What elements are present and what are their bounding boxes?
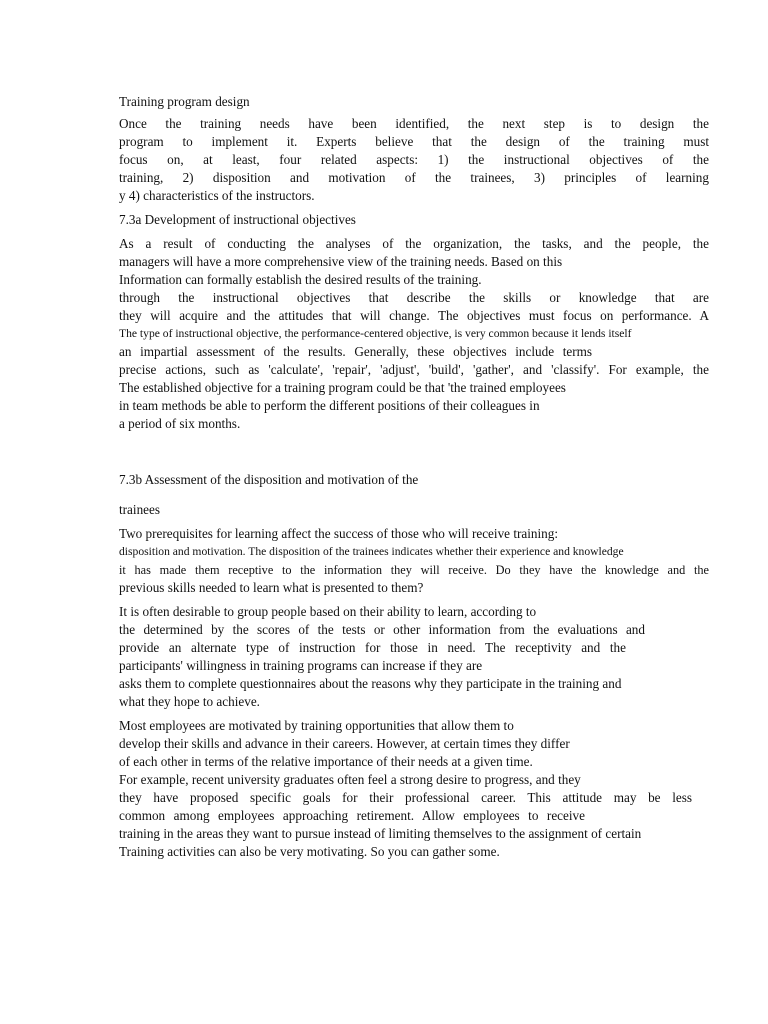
text-line: they have proposed specific goals for their professional career. This attitude may be less [119, 790, 692, 805]
text-line: develop their skills and advance in their careers. However, at certain times they differ [119, 736, 570, 751]
text-line: precise actions, such as 'calculate', 'repair', 'adjust', 'build', 'gather', and 'classify'. For example, the [119, 362, 709, 377]
text-line: It is often desirable to group people based on their ability to learn, according to [119, 604, 537, 619]
text-line: Two prerequisites for learning affect the success of those who will receive training: [119, 526, 558, 541]
section-heading-7-3b: 7.3b Assessment of the disposition and motivation of the [119, 472, 419, 487]
text-line: Most employees are motivated by training opportunities that allow them to [119, 718, 514, 733]
text-line: it has made them receptive to the information they will receive. Do they have the knowledge and the [119, 563, 709, 577]
text-line: For example, recent university graduates often feel a strong desire to progress, and they [119, 772, 581, 787]
text-line: an impartial assessment of the results. Generally, these objectives include terms [119, 344, 592, 359]
text-line: disposition and motivation. The disposition of the trainees indicates whether their experience and knowledge [119, 545, 624, 558]
section-heading-7-3b-continued: trainees [119, 502, 161, 517]
text-line: the determined by the scores of the tests or other information from the evaluations and [119, 622, 645, 637]
paragraph-instructional-objectives [119, 235, 709, 433]
text-line: program to implement it. Experts believe that the design of the training must [119, 134, 709, 149]
text-line: what they hope to achieve. [119, 694, 260, 709]
text-line: previous skills needed to learn what is presented to them? [119, 580, 424, 595]
text-line: The type of instructional objective, the performance-centered objective, is very common because it lends itself [119, 327, 632, 340]
text-line: training, 2) disposition and motivation of the trainees, 3) principles of learning [119, 170, 709, 185]
text-line: in team methods be able to perform the different positions of their colleagues in [119, 398, 540, 413]
text-line: provide an alternate type of instruction for those in need. The receptivity and the [119, 640, 626, 655]
text-line: Once the training needs have been identified, the next step is to design the [119, 116, 709, 131]
text-line: through the instructional objectives that describe the skills or knowledge that are [119, 290, 709, 305]
paragraph-motivation [119, 717, 709, 861]
text-line: a period of six months. [119, 416, 241, 431]
text-line: of each other in terms of the relative importance of their needs at a given time. [119, 754, 533, 769]
document-page [119, 93, 709, 861]
document-title: Training program design [119, 94, 250, 109]
text-line: As a result of conducting the analyses of the organization, the tasks, and the people, the [119, 236, 709, 251]
section-heading-7-3a: 7.3a Development of instructional objectives [119, 212, 356, 227]
paragraph-intro [119, 115, 709, 205]
text-line: The established objective for a training program could be that 'the trained employees [119, 380, 566, 395]
text-line: asks them to complete questionnaires about the reasons why they participate in the training and [119, 676, 622, 691]
text-line: y 4) characteristics of the instructors. [119, 188, 315, 203]
text-line: training in the areas they want to pursue instead of limiting themselves to the assignment of certain [119, 826, 642, 841]
text-line: Information can formally establish the desired results of the training. [119, 272, 482, 287]
text-line: common among employees approaching retirement. Allow employees to receive [119, 808, 585, 823]
text-line: participants' willingness in training programs can increase if they are [119, 658, 483, 673]
paragraph-grouping [119, 603, 709, 711]
text-line: managers will have a more comprehensive view of the training needs. Based on this [119, 254, 563, 269]
text-line: focus on, at least, four related aspects: 1) the instructional objectives of the [119, 152, 709, 167]
paragraph-prerequisites [119, 525, 709, 597]
text-line: Training activities can also be very motivating. So you can gather some. [119, 844, 500, 859]
text-line: they will acquire and the attitudes that will change. The objectives must focus on performance. A [119, 308, 709, 323]
